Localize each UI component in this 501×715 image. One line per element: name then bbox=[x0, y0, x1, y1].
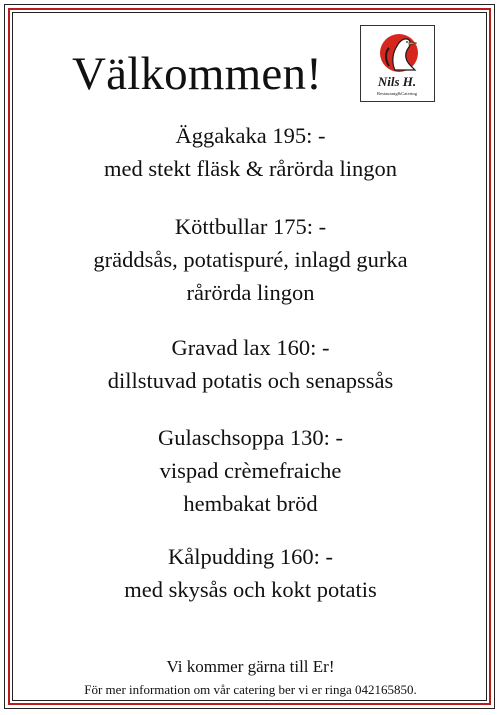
restaurant-logo bbox=[360, 25, 435, 102]
menu-item bbox=[20, 119, 481, 185]
menu-item bbox=[20, 210, 481, 309]
menu-item bbox=[20, 540, 481, 606]
menu-item bbox=[20, 421, 481, 520]
menu-item-description: vispad crèmefraiche bbox=[159, 458, 342, 483]
menu-item-title: Köttbullar 175: - bbox=[174, 214, 327, 239]
menu-item bbox=[20, 331, 481, 397]
menu-item-description: dillstuvad potatis och senapssås bbox=[107, 368, 394, 393]
menu-item-description: med stekt fläsk & rårörda lingon bbox=[103, 156, 398, 181]
footer-invitation: Vi kommer gärna till Er! bbox=[166, 657, 335, 676]
menu-item-description: rårörda lingon bbox=[186, 280, 315, 305]
menu-item-title: Gravad lax 160: - bbox=[171, 335, 330, 360]
menu-item-description: med skysås och kokt potatis bbox=[124, 577, 377, 602]
menu-item-title: Kålpudding 160: - bbox=[168, 544, 333, 569]
page-title: Välkommen! bbox=[72, 48, 322, 100]
goose-logo-icon bbox=[361, 26, 434, 101]
menu-item-description: hembakat bröd bbox=[183, 491, 318, 516]
menu-item-title: Gulaschsoppa 130: - bbox=[158, 425, 343, 450]
logo-tagline: Restaurang&Catering bbox=[376, 91, 418, 96]
menu-item-title: Äggakaka 195: - bbox=[175, 123, 326, 148]
footer-contact: För mer information om vår catering ber vi er ringa 042165850. bbox=[84, 682, 417, 697]
logo-name: Nils H. bbox=[377, 74, 417, 89]
menu-item-description: gräddsås, potatispuré, inlagd gurka bbox=[93, 247, 408, 272]
